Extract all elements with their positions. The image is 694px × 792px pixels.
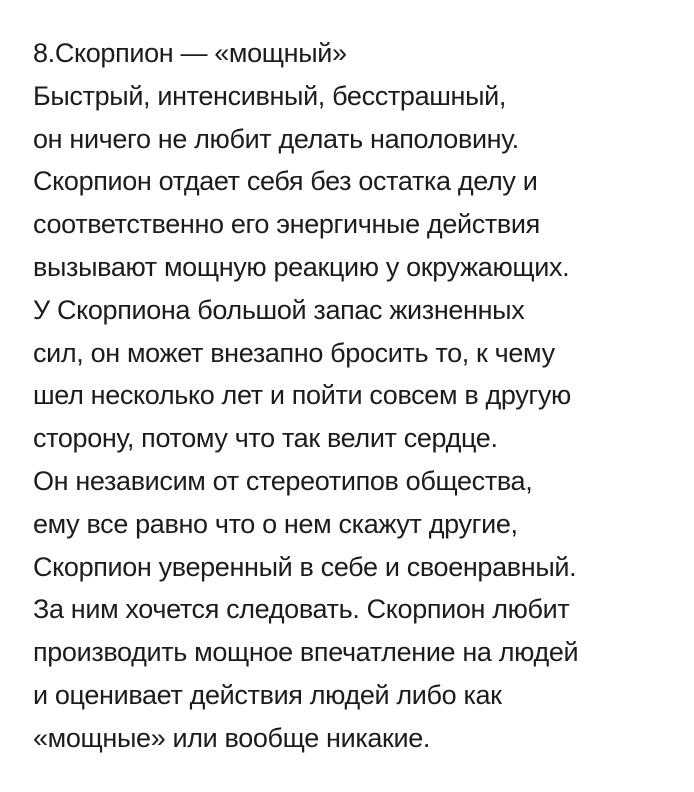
post-text — [33, 32, 683, 760]
post-text-line: У Скорпиона большой запас жизненных — [33, 294, 525, 325]
post-text-line: Скорпион отдает себя без остатка делу и — [33, 166, 538, 197]
post-text-line: Быстрый, интенсивный, бесстрашный, — [33, 80, 507, 111]
post-heading: 8.Скорпион — «мощный» — [33, 38, 347, 68]
post-text-line: соответственно его энергичные действия — [33, 209, 540, 240]
post-text-line: За ним хочется следовать. Скорпион любит — [33, 594, 570, 625]
post-text-line: «мощные» или вообще никакие. — [33, 722, 431, 753]
post-text-line: производить мощное впечатление на людей — [33, 637, 579, 668]
post-text-line: сторону, потому что так велит сердце. — [33, 423, 498, 454]
post-text-line: ему все равно что о нем скажут другие, — [33, 508, 518, 539]
post-text-line: Он независим от стереотипов общества, — [33, 465, 533, 496]
post-text-line: и оценивает действия людей либо как — [33, 679, 502, 710]
post-text-line: он ничего не любит делать наполовину. — [33, 123, 519, 154]
post-text-line: вызывают мощную реакцию у окружающих. — [33, 251, 570, 282]
post-text-line: Скорпион уверенный в себе и своенравный. — [33, 551, 577, 582]
post-text-line: шел несколько лет и пойти совсем в другую — [33, 380, 571, 411]
post-text-line: сил, он может внезапно бросить то, к чему — [33, 337, 555, 368]
